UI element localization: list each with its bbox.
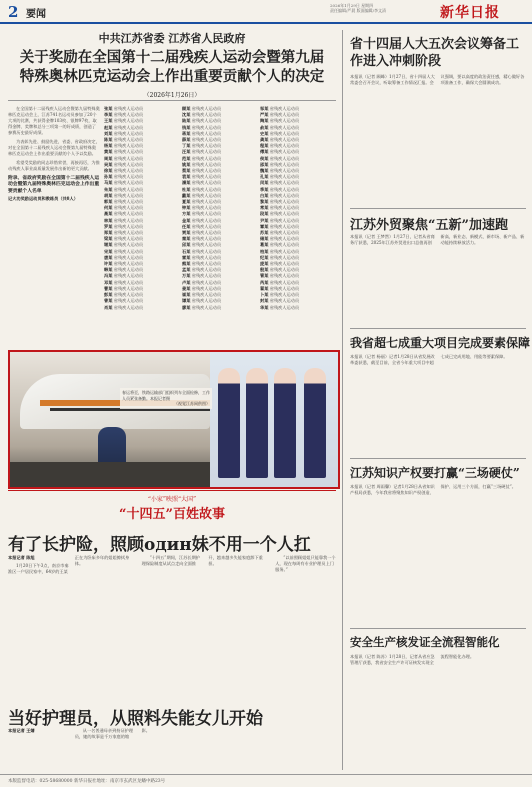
- awardee-role: 省残疾人运动员: [268, 285, 300, 291]
- awardee-name: 石某: [182, 248, 191, 254]
- awardee-name: 姜某: [182, 285, 191, 291]
- awardee-name: 杨某: [104, 143, 113, 149]
- feature-top-rule: [8, 490, 336, 491]
- awardee-name: 何某: [104, 205, 113, 211]
- right-headline-3: 我省超七成重大项目完成要素保障: [350, 336, 531, 350]
- awardee-name: 邱某: [182, 242, 191, 248]
- awardee-role: 省残疾人运动员: [268, 137, 300, 143]
- awardee-name: 郭某: [104, 199, 113, 205]
- awardee-name: 白某: [260, 192, 269, 198]
- awardee-role: 省残疾人运动员: [190, 211, 222, 217]
- awardee-name: 封某: [260, 298, 269, 304]
- awardee-role: 省残疾人运动员: [112, 261, 144, 267]
- awardee-name: 钟某: [182, 205, 191, 211]
- awardee-role: 省残疾人运动员: [112, 285, 144, 291]
- awardee-name: 黎某: [260, 199, 269, 205]
- lead-issuer: 中共江苏省委 江苏省人民政府: [98, 32, 246, 45]
- right-headline-5: 安全生产核发证全流程智能化: [350, 635, 500, 649]
- awardee-role: 省残疾人运动员: [112, 161, 144, 167]
- awardee-role: 省残疾人运动员: [112, 106, 144, 111]
- attendant-figure: [218, 368, 240, 478]
- awardee-role: 省残疾人运动员: [268, 168, 300, 174]
- awardee-role: 省残疾人运动员: [112, 192, 144, 198]
- awardee-name: 孔某: [260, 174, 269, 180]
- awardee-role: 省残疾人运动员: [190, 230, 222, 236]
- awardee-role: 省残疾人运动员: [268, 161, 300, 167]
- awardee-role: 省残疾人运动员: [268, 254, 300, 260]
- awardee-role: 省残疾人运动员: [268, 112, 300, 118]
- photo-caption: [120, 388, 212, 409]
- awardee-role: 省残疾人运动员: [268, 130, 300, 136]
- lead-body: [8, 106, 100, 342]
- right-story-2-text: 本报讯（记者 王梦然）1月27日，记者从省商务厅获悉，2025年江苏外贸进出口总值再创新高，新业态、新模式、新市场、新产品、新动能持续释放活力。: [350, 234, 525, 245]
- awardee-role: 省残疾人运动员: [268, 174, 300, 180]
- lead-divider: [8, 100, 336, 101]
- footer-text: 本版监督电话：025-58680000 新华日报社地址：南京市玄武区龙蟠中路23号: [8, 779, 166, 784]
- awardee-name: 殷某: [260, 267, 269, 273]
- awardee-name: 陆某: [182, 118, 191, 124]
- awardee-name: 汪某: [182, 149, 191, 155]
- awardee-name: 李某: [104, 112, 113, 118]
- awardee-role: 省残疾人运动员: [190, 205, 222, 211]
- awardee-role: 省残疾人运动员: [112, 124, 144, 130]
- awardee-role: 省残疾人运动员: [190, 149, 222, 155]
- awardee-role: 省残疾人运动员: [112, 298, 144, 304]
- awardee-role: 省残疾人运动员: [190, 106, 222, 111]
- page-footer: [0, 774, 532, 787]
- awardee-role: 省残疾人运动员: [190, 248, 222, 254]
- awardee-role: 省残疾人运动员: [190, 186, 222, 192]
- column-divider: [342, 30, 343, 770]
- feature-byline-1: 本报记者 陈旭: [8, 555, 35, 560]
- awardee-role: 省残疾人运动员: [112, 112, 144, 118]
- awardee-name: 梁某: [104, 236, 113, 242]
- right-headline-4: 江苏知识产权要打赢“三场硬仗”: [350, 466, 520, 480]
- right-divider-1: [350, 208, 526, 209]
- lead-body-p1: 在全国第十二届残疾人运动会暨第九届特殊奥林匹克运动会上，江苏741名运动员参加了20个大项的比赛，共获得金牌103枚、银牌97枚，取得金牌、奖牌和总分三项第一的好成绩，创造了参赛历史最好成绩。: [8, 106, 100, 135]
- awardee-name: 顾某: [182, 106, 191, 111]
- awardee-role: 省残疾人运动员: [112, 273, 144, 279]
- awardee-name: 沈某: [182, 112, 191, 118]
- awardee-role: 省残疾人运动员: [268, 180, 300, 186]
- awardee-role: 省残疾人运动员: [112, 174, 144, 180]
- right-headline-1: 省十四届人大五次会议筹备工作进入冲刺阶段: [350, 37, 520, 69]
- awardee-name: 芮某: [260, 279, 269, 285]
- awardee-role: 省残疾人运动员: [268, 267, 300, 273]
- awardee-role: 省残疾人运动员: [190, 267, 222, 273]
- awardee-role: 省残疾人运动员: [112, 236, 144, 242]
- awardee-role: 省残疾人运动员: [268, 211, 300, 217]
- awardee-name: 闵某: [260, 180, 269, 186]
- awardee-name: 邵某: [260, 161, 269, 167]
- feature-p1: 1月20日下午3点，南京市秦淮区一户居民家中，64岁的王某正在为卧床多年的姐姐擦拭身体。: [8, 555, 130, 574]
- awardee-name: 王某: [104, 118, 113, 124]
- awardee-name: 季某: [260, 186, 269, 192]
- awardee-name: 丁某: [182, 143, 191, 149]
- awardee-role: 省残疾人运动员: [190, 292, 222, 298]
- name-column-2: [182, 106, 258, 311]
- awardee-name: 曾某: [104, 298, 113, 304]
- awardee-role: 省残疾人运动员: [112, 242, 144, 248]
- awardee-name: 秦某: [182, 236, 191, 242]
- awardee-name: 戴某: [182, 192, 191, 198]
- awardee-role: 省残疾人运动员: [190, 236, 222, 242]
- lead-title: [8, 48, 336, 86]
- newspaper-logo: 新华日报: [440, 5, 500, 21]
- awardee-name: 冯某: [104, 273, 113, 279]
- awardee-name: 廖某: [182, 304, 191, 310]
- awardee-name: 雷某: [182, 254, 191, 260]
- awardee-name: 陈某: [104, 137, 113, 143]
- awardee-role: 省残疾人运动员: [190, 304, 222, 310]
- awardee-name: 黄某: [104, 149, 113, 155]
- awardee-role: 省残疾人运动员: [190, 217, 222, 223]
- awardee-role: 省残疾人运动员: [268, 279, 300, 285]
- name-column-3: [260, 106, 336, 311]
- awardee-name: 吴某: [104, 161, 113, 167]
- awardee-name: 金某: [182, 217, 191, 223]
- right-story-3: [350, 354, 526, 454]
- award-name-list: [104, 106, 336, 344]
- awardee-name: 徐某: [104, 168, 113, 174]
- photo-caption-text: 春运将至，铁路运输部门组织列车全面检修，工作人员紧张备勤。本报记者摄: [122, 390, 210, 401]
- right-divider-2: [350, 328, 526, 329]
- awardee-role: 省残疾人运动员: [190, 199, 222, 205]
- feature-tag: “小家”映照“大国”: [147, 496, 197, 503]
- awardee-name: 胡某: [104, 192, 113, 198]
- header-editors: 责任编辑/严晨 版面编辑/李文清: [330, 8, 386, 13]
- attendant-figure: [274, 368, 296, 478]
- awardee-name: 孙某: [104, 174, 113, 180]
- awardee-role: 省残疾人运动员: [268, 149, 300, 155]
- awardee-role: 省残疾人运动员: [268, 230, 300, 236]
- feature-story-2: [8, 728, 336, 772]
- awardee-role: 省残疾人运动员: [190, 124, 222, 130]
- awardee-role: 省残疾人运动员: [112, 205, 144, 211]
- awardee-name: 华某: [260, 304, 269, 310]
- awardee-role: 省残疾人运动员: [112, 304, 144, 310]
- awardee-name: 任某: [182, 223, 191, 229]
- right-headline-2: 江苏外贸聚焦“五新”加速跑: [350, 218, 508, 233]
- awardee-name: 卢某: [182, 279, 191, 285]
- awardee-role: 省残疾人运动员: [190, 130, 222, 136]
- awardee-role: 省残疾人运动员: [268, 273, 300, 279]
- right-story-1-text: 本报讯（记者 顾峰）1月27日，省十四届人大常委会召开会议，听取筹备工作情况汇报。会议强调，要以高度的政治责任感，精心做好各项准备工作，确保大会圆满成功。: [350, 74, 525, 85]
- awardee-name: 高某: [104, 211, 113, 217]
- awardee-name: 邓某: [104, 279, 113, 285]
- awardee-name: 刘某: [104, 130, 113, 136]
- award-name-row: [182, 305, 258, 311]
- awardee-role: 省残疾人运动员: [112, 211, 144, 217]
- award-name-row: [104, 305, 180, 311]
- feature-p2: “十四五”期间，江苏长期护理保险制度从试点走向全面推开，越来越多失能家庭卸下重担。: [141, 555, 263, 566]
- awardee-role: 省残疾人运动员: [268, 118, 300, 124]
- awardee-name: 龚某: [260, 137, 269, 143]
- awardee-role: 省残疾人运动员: [190, 279, 222, 285]
- awardee-name: 范某: [182, 155, 191, 161]
- awardee-name: 尹某: [260, 217, 269, 223]
- right-story-1: [350, 74, 526, 204]
- train-maintenance-photo: [10, 352, 210, 487]
- awardee-name: 方某: [182, 211, 191, 217]
- awardee-name: 郑某: [104, 230, 113, 236]
- awardee-name: 宋某: [104, 248, 113, 254]
- awardee-role: 省残疾人运动员: [268, 261, 300, 267]
- awardee-name: 葛某: [260, 242, 269, 248]
- awardee-role: 省残疾人运动员: [190, 161, 222, 167]
- awardee-role: 省残疾人运动员: [112, 223, 144, 229]
- lead-list-heading: 记大功奖励运动员和教练员（共8人）: [8, 196, 78, 202]
- awardee-role: 省残疾人运动员: [190, 242, 222, 248]
- awardee-role: 省残疾人运动员: [268, 143, 300, 149]
- awardee-role: 省残疾人运动员: [112, 118, 144, 124]
- feature-p3: “以前照顾姐姐只能靠我一个人，现在每周有专业护理员上门服务。”: [275, 555, 336, 572]
- awardee-name: 唐某: [104, 254, 113, 260]
- awardee-role: 省残疾人运动员: [268, 242, 300, 248]
- awardee-name: 严某: [260, 112, 269, 118]
- awardee-role: 省残疾人运动员: [268, 205, 300, 211]
- award-name-row: [260, 305, 336, 311]
- awardee-name: 侯某: [260, 155, 269, 161]
- awardee-name: 韩某: [104, 267, 113, 273]
- awardee-name: 贾某: [182, 230, 191, 236]
- header-meta: [330, 3, 430, 13]
- right-story-4-text: 本报讯（记者 周雨馨）记者1月28日从省知识产权局获悉，今年我省将聚焦知识产权创造、保护、运用三个方面，打赢“三场硬仗”。: [350, 484, 516, 495]
- awardee-name: 管某: [260, 273, 269, 279]
- feature-banner-title: “十四五”百姓故事: [119, 507, 225, 522]
- awardee-name: 袁某: [182, 174, 191, 180]
- photo-credit: （视觉江苏网供图）: [174, 401, 210, 407]
- awardee-role: 省残疾人运动员: [190, 155, 222, 161]
- awardee-name: 姚某: [182, 161, 191, 167]
- awardee-name: 孟某: [182, 267, 191, 273]
- awardee-role: 省残疾人运动员: [112, 267, 144, 273]
- awardee-name: 谭某: [182, 298, 191, 304]
- awardee-name: 庞某: [260, 261, 269, 267]
- awardee-role: 省残疾人运动员: [112, 149, 144, 155]
- awardee-role: 省残疾人运动员: [112, 254, 144, 260]
- awardee-role: 省残疾人运动员: [112, 155, 144, 161]
- awardee-role: 省残疾人运动员: [190, 254, 222, 260]
- awardee-name: 马某: [104, 180, 113, 186]
- awardee-name: 张某: [104, 106, 113, 111]
- feature-headline-2: 当好护理员，从照料失能女儿开始: [8, 709, 263, 729]
- awardee-name: 史某: [260, 130, 269, 136]
- awardee-role: 省残疾人运动员: [268, 236, 300, 242]
- awardee-name: 肖某: [104, 304, 113, 310]
- awardee-role: 省残疾人运动员: [268, 304, 300, 310]
- feature-story-1: [8, 555, 336, 705]
- lead-date: （2026年1月26日）: [143, 92, 201, 99]
- attendant-figure: [304, 368, 326, 478]
- awardee-name: 卜某: [260, 292, 269, 298]
- lead-title-line2: 特殊奥林匹克运动会上作出重要贡献个人的决定: [19, 68, 325, 85]
- awardee-role: 省残疾人运动员: [268, 199, 300, 205]
- awardee-name: 谢某: [104, 242, 113, 248]
- awardee-name: 周某: [104, 155, 113, 161]
- awardee-role: 省残疾人运动员: [112, 217, 144, 223]
- lead-body-p2: 为表彰先进、鼓励先进，省委、省政府决定，对在全国第十二届残疾人运动会暨第九届特殊奥林匹克运动会上作出重要贡献的个人予以奖励。: [8, 139, 100, 156]
- awardee-role: 省残疾人运动员: [190, 174, 222, 180]
- awardee-name: 朱某: [104, 186, 113, 192]
- awardee-role: 省残疾人运动员: [190, 143, 222, 149]
- awardee-name: 许某: [104, 261, 113, 267]
- awardee-name: 覃某: [260, 223, 269, 229]
- awardee-name: 翟某: [260, 285, 269, 291]
- awardee-role: 省残疾人运动员: [112, 130, 144, 136]
- awardee-name: 罗某: [104, 223, 113, 229]
- awardee-role: 省残疾人运动员: [190, 118, 222, 124]
- lead-subhead: 附录、省政府奖励在全国第十二届残疾人运动会暨第九届特殊奥林匹克运动会上作出重要贡献个人名单: [8, 175, 100, 194]
- awardee-role: 省残疾人运动员: [112, 143, 144, 149]
- awardee-role: 省残疾人运动员: [268, 248, 300, 254]
- awardee-name: 万某: [182, 273, 191, 279]
- awardee-role: 省残疾人运动员: [268, 292, 300, 298]
- awardee-name: 储某: [260, 236, 269, 242]
- awardee-name: 邹某: [260, 106, 269, 111]
- awardee-role: 省残疾人运动员: [268, 223, 300, 229]
- awardee-role: 省残疾人运动员: [112, 180, 144, 186]
- awardee-role: 省残疾人运动员: [112, 137, 144, 143]
- awardee-role: 省残疾人运动员: [190, 298, 222, 304]
- awardee-name: 傅某: [260, 149, 269, 155]
- awardee-name: 彭某: [104, 292, 113, 298]
- header-date: 2026年1月29日 星期四: [330, 3, 374, 8]
- awardee-name: 柏某: [260, 248, 269, 254]
- awardee-role: 省残疾人运动员: [190, 180, 222, 186]
- awardee-role: 省残疾人运动员: [268, 192, 300, 198]
- attendant-figure: [246, 368, 268, 478]
- awardee-name: 陶某: [260, 118, 269, 124]
- right-story-5-text: 本报讯（记者 陈苏）1月28日，记者从省应急管理厅获悉，我省安全生产许可证核发实现全流程智能化办理。: [350, 654, 475, 665]
- right-story-4: [350, 484, 526, 624]
- awardee-name: 林某: [104, 217, 113, 223]
- awardee-name: 杜某: [182, 186, 191, 192]
- lead-body-p3: 希望受奖励的同志珍惜荣誉，再接再厉，为推动残疾人事业高质量发展作出新的更大贡献。: [8, 160, 100, 171]
- awardee-role: 省残疾人运动员: [268, 186, 300, 192]
- awardee-name: 崔某: [182, 292, 191, 298]
- awardee-role: 省残疾人运动员: [268, 155, 300, 161]
- awardee-role: 省残疾人运动员: [112, 279, 144, 285]
- awardee-role: 省残疾人运动员: [268, 106, 300, 111]
- awardee-role: 省残疾人运动员: [190, 285, 222, 291]
- awardee-name: 苏某: [260, 230, 269, 236]
- awardee-name: 潘某: [182, 180, 191, 186]
- awardee-role: 省残疾人运动员: [112, 248, 144, 254]
- awardee-role: 省残疾人运动员: [112, 230, 144, 236]
- awardee-role: 省残疾人运动员: [268, 217, 300, 223]
- awardee-name: 纪某: [260, 254, 269, 260]
- name-column-1: [104, 106, 180, 311]
- awardee-name: 段某: [260, 211, 269, 217]
- awardee-role: 省残疾人运动员: [190, 223, 222, 229]
- feature-headline-1: 有了长护险，照顾один妹不用一个人扛: [8, 535, 311, 555]
- awardee-role: 省残疾人运动员: [190, 112, 222, 118]
- awardee-name: 蔡某: [182, 168, 191, 174]
- attendants-photo: [210, 352, 338, 487]
- feature-byline-2: 本报记者 王婧: [8, 728, 35, 733]
- awardee-name: 薛某: [182, 137, 191, 143]
- awardee-role: 省残疾人运动员: [190, 137, 222, 143]
- right-story-5: [350, 654, 526, 770]
- awardee-name: 赵某: [104, 124, 113, 130]
- awardee-name: 常某: [260, 205, 269, 211]
- right-story-2: [350, 234, 526, 324]
- right-divider-3: [350, 458, 526, 459]
- section-name: 要闻: [26, 9, 46, 20]
- awardee-name: 蒋某: [182, 130, 191, 136]
- lead-title-line1: 关于奖励在全国第十二届残疾人运动会暨第九届: [19, 49, 325, 66]
- platform-floor: [10, 462, 210, 487]
- awardee-role: 省残疾人运动员: [268, 124, 300, 130]
- awardee-name: 程某: [260, 143, 269, 149]
- awardee-role: 省残疾人运动员: [190, 273, 222, 279]
- awardee-name: 钱某: [182, 124, 191, 130]
- awardee-name: 曹某: [104, 285, 113, 291]
- awardee-role: 省残疾人运动员: [190, 261, 222, 267]
- news-photo: [8, 350, 340, 489]
- awardee-role: 省残疾人运动员: [112, 292, 144, 298]
- awardee-role: 省残疾人运动员: [268, 298, 300, 304]
- feature-p4: 从一名普通母亲到持证护理员，她的故事是千万家庭的缩影。: [74, 728, 150, 739]
- awardee-role: 省残疾人运动员: [112, 186, 144, 192]
- awardee-name: 夏某: [182, 199, 191, 205]
- awardee-name: 魏某: [260, 168, 269, 174]
- awardee-role: 省残疾人运动员: [112, 199, 144, 205]
- right-divider-4: [350, 628, 526, 629]
- right-story-3-text: 本报讯（记者 杨丽）记者1月28日从省发展改革委获悉，截至目前，全省今年重大项目中超七成已完成用地、用能等要素保障。: [350, 354, 508, 365]
- awardee-name: 俞某: [260, 124, 269, 130]
- awardee-name: 熊某: [182, 261, 191, 267]
- awardee-role: 省残疾人运动员: [190, 168, 222, 174]
- page-number: 2: [8, 3, 19, 21]
- awardee-role: 省残疾人运动员: [112, 168, 144, 174]
- awardee-role: 省残疾人运动员: [190, 192, 222, 198]
